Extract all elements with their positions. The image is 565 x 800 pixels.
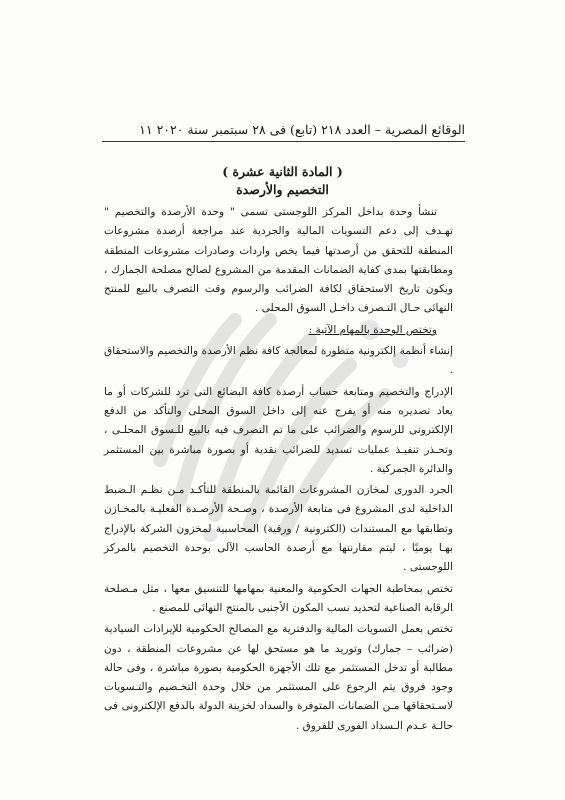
paragraph-duty-settlements: تختص بعمل التسويات المالية والدفترية مع المصالح الحكومية للإيرادات السيادية (ضرائب – جمارك) وتوريد ما هو مستحق لها عن مشروعات المنطقة ، دون مطالبة أو تدخل المستثمر مع تلك الأجهزة الحكومية بصورة مباشرة ، وفى حالة وجود فروق يتم الرجوع على المستثمر من خلال وحدة التخـصيم والتـسويات لاسـتحقاقها مـن الضمانات المتوفرة والسداد لخزينة الدولة بالدفع الإلكترونى فى حالـة عـدم الـسداد الفورى للفروق .: [104, 623, 453, 732]
paragraph-intro: تنشأ وحدة بداخل المركز اللوجستى تسمى " وحدة الأرصدة والتخصيم " تهـدف إلى دعم التسويات المالية والجردية عند مراجعة أرصدة مشروعات المنطقة للتحقق من أرصدتها فيما يخص واردات وصادرات مشروعات المنطقة ومطابقتها بمدى كفاية الضمانات المقدمة من المشروع لصالح مصلحة الجمارك ، ويكون تاريخ الاستحقاق لكافة الضرائب والرسوم وقت التصرف بالبيع للمنتج النهائى حـال التـصرف داخـل السوق المحلى .: [104, 206, 453, 315]
running-header: الوقائع المصرية – العدد ٢١٨ (تابع) فى ٢٨ سبتمبر سنة ٢٠٢٠ ١١: [102, 122, 465, 142]
paragraph-duty-systems: إنشاء أنظمة إلكترونية متطورة لمعالجة كافة نظم الأرصدة والتخصيم والاستحقاق .: [104, 345, 453, 377]
paragraph-duty-listing: الإدراج والتخصيم ومتابعة حساب أرصدة كافة البضائع التى ترد للشركات أو ما يعاد تصديره منه أو يفرج عنه إلى داخل السوق المحلى والتأكد من الدفع الإلكترونى للرسوم والضرائب على ما تم التصرف فيه بالبيع للـسوق المحلـى ، وتحـذر تنفيـذ عمليات تسديد للضرائب نقدية أو بصورة مباشرة بين المستثمر والدائرة الجمركية .: [104, 385, 453, 475]
paragraph-duty-inventory: الجرد الدورى لمخازن المشروعات القائمة بالمنطقة للتأكـد مـن نظـم الـضبط الداخلية لدى المشروع فى متابعة الأرصدة ، وصـحة الأرصـدة الفعليـة بالمخـازن وتطابقها مع المستندات (الكترونية / ورقية) المحاسبية لمخزون الشركة بالإدراج بهـا يوميًا ، ليتم مقارنتها مع أرصدة الحاسب الآلى بوحدة التخصيم بالمركز اللوجستى .: [104, 484, 453, 574]
article-title: ( المادة الثانية عشرة ): [222, 164, 343, 179]
article-subtitle: التخصيم والأرصدة: [236, 182, 329, 197]
article-body: [104, 203, 453, 736]
paragraph-duty-coordination: تختص بمخاطبة الجهات الحكومية والمعنية بمهامها للتنسيق معها ، مثل مـصلحة الرقابة الصناعية لتحديد نسب المكون الأجنبى بالمنتج النهائى للمصنع .: [104, 582, 453, 614]
paragraph-duties-heading: وتختص الوحدة بالمهام الآتية :: [308, 323, 437, 336]
